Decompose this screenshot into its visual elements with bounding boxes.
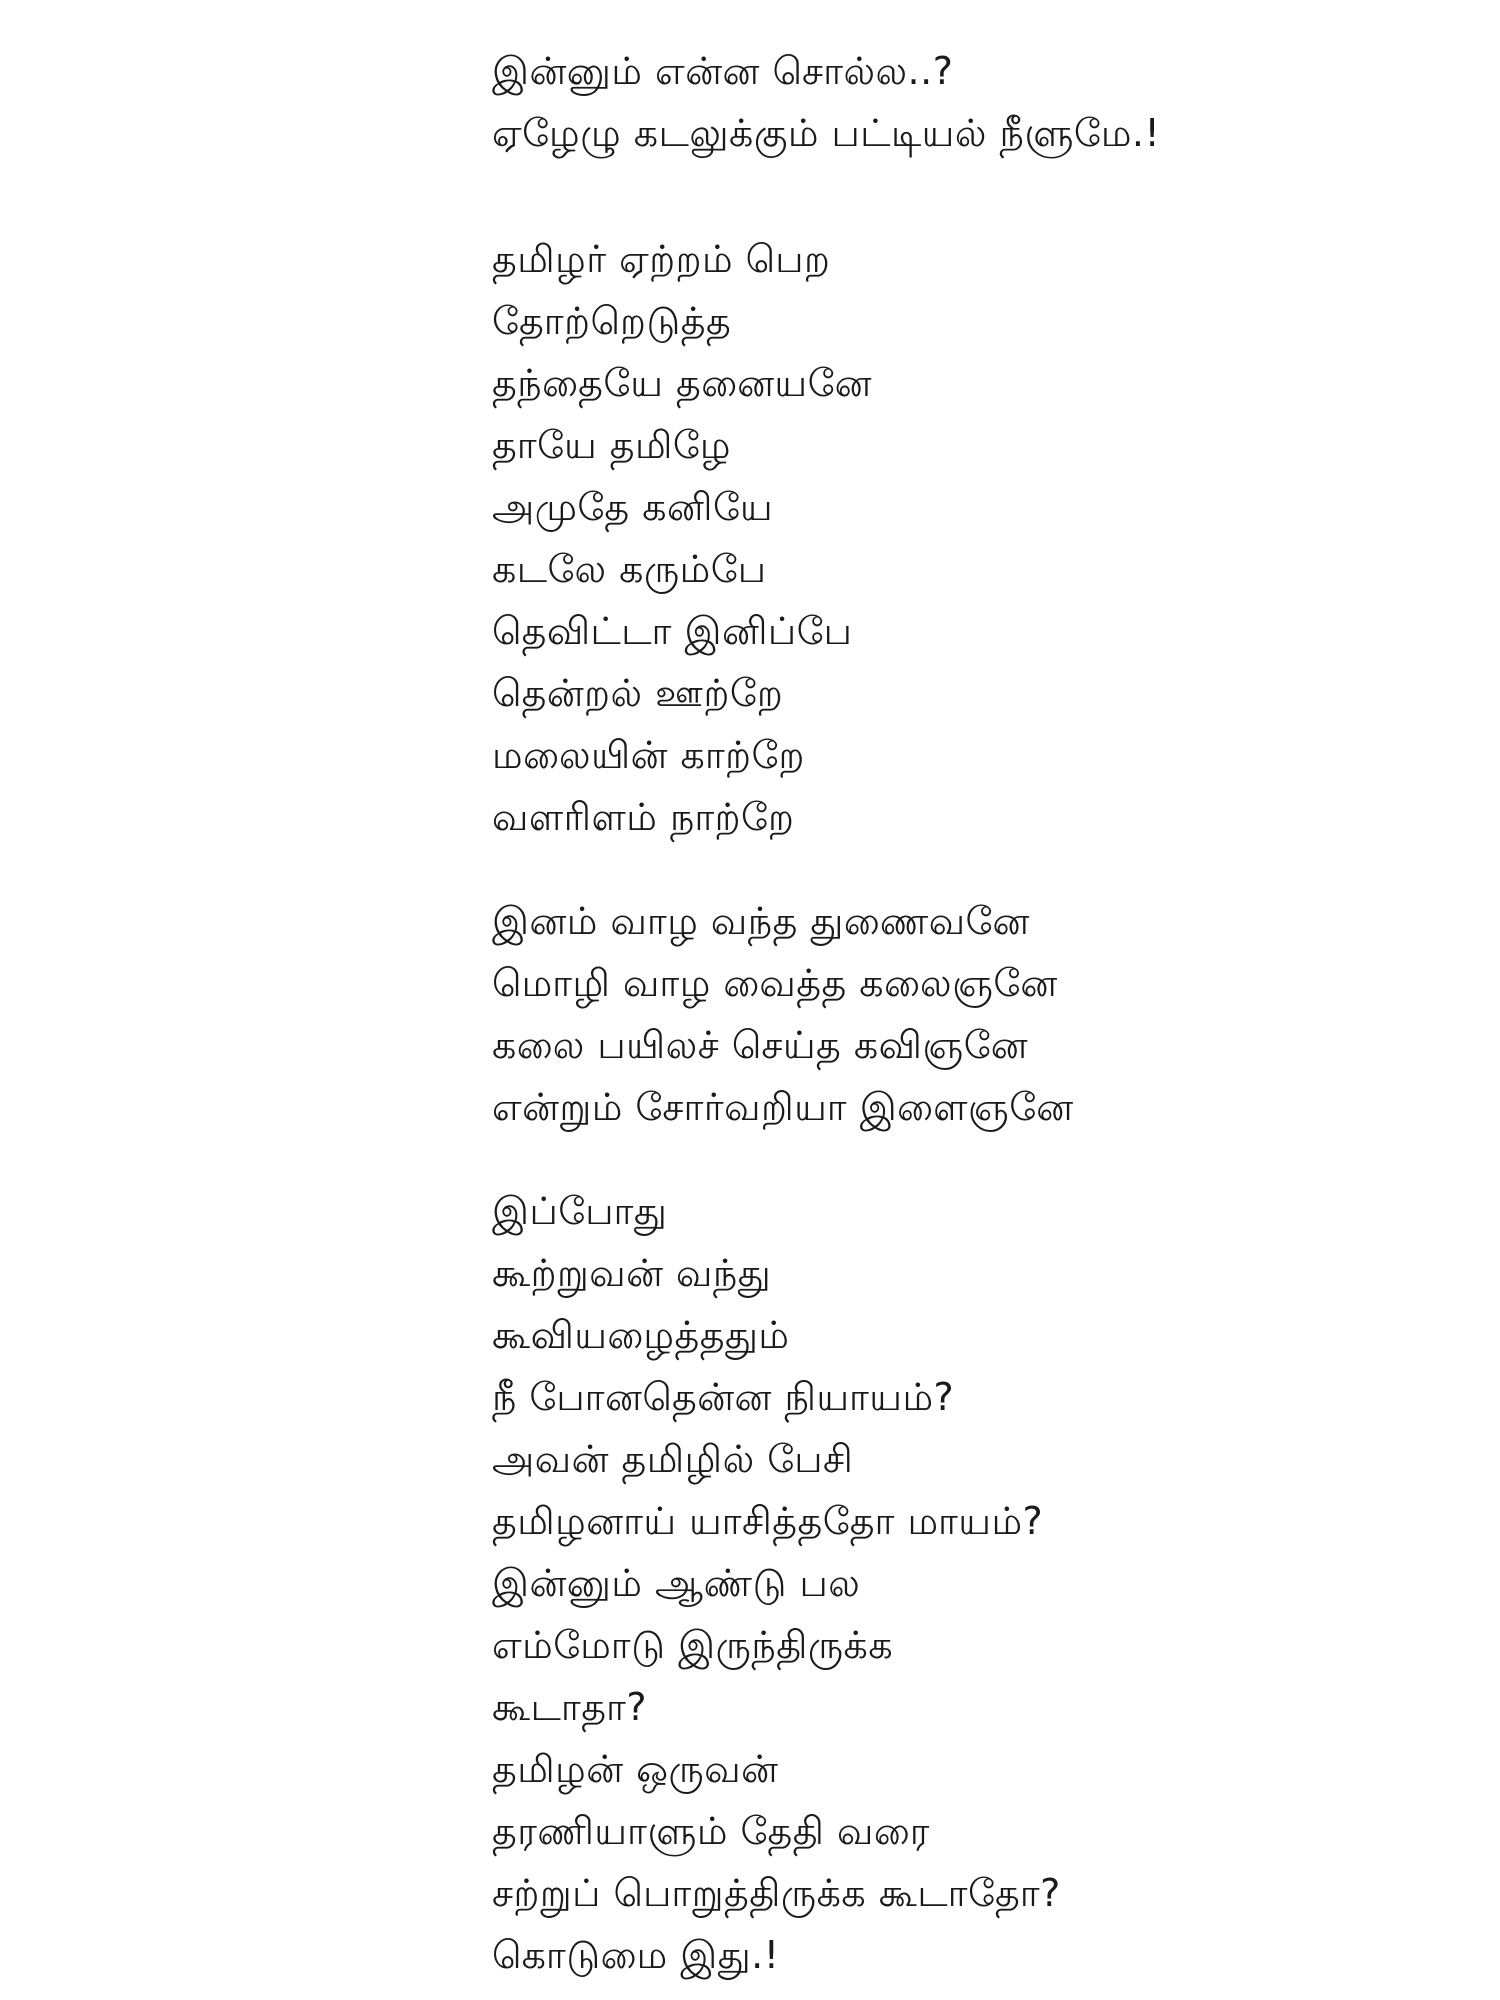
poem-line: கூற்றுவன் வந்து xyxy=(492,1251,772,1295)
stanza-1 xyxy=(492,40,1472,164)
poem-line: தெவிட்டா இனிப்பே xyxy=(492,609,853,653)
poem-line: தென்றல் ஊற்றே xyxy=(492,671,784,715)
poem-line: இன்னும் என்ன சொல்ல..? xyxy=(492,49,954,93)
poem-line: தமிழனாய் யாசித்ததோ மாயம்? xyxy=(492,1499,1044,1543)
poem-line: என்றும் சோர்வறியா இளைஞனே xyxy=(492,1085,1074,1129)
poem-line: சற்றுப் பொறுத்திருக்க கூடாதோ? xyxy=(492,1871,1061,1915)
poem-line: தாயே தமிழே xyxy=(492,423,731,467)
poem-line: நீ போனதென்ன நியாயம்? xyxy=(492,1375,955,1419)
poem-line: தமிழர் ஏற்றம் பெற xyxy=(492,237,831,281)
poem-line: ஏழேழு கடலுக்கும் பட்டியல் நீளுமே.! xyxy=(492,111,1161,155)
stanza-3 xyxy=(492,890,1472,1138)
poem-line: அவன் தமிழில் பேசி xyxy=(492,1437,854,1481)
poem-line: அமுதே கனியே xyxy=(492,485,774,529)
poem-line: மொழி வாழ வைத்த கலைஞனே xyxy=(492,961,1058,1005)
poem-line: கலை பயிலச் செய்த கவிஞனே xyxy=(492,1023,1029,1067)
poem-line: தமிழன் ஒருவன் xyxy=(492,1747,779,1791)
stanza-4 xyxy=(492,1180,1472,1986)
poem-line: இன்னும் ஆண்டு பல xyxy=(492,1561,861,1605)
stanza-2 xyxy=(492,228,1472,848)
poem-line: இப்போது xyxy=(492,1189,668,1233)
stanza-gap xyxy=(492,1138,1472,1180)
stanza-gap xyxy=(492,848,1472,890)
stanza-gap xyxy=(492,164,1472,228)
poem-line: கொடுமை இது.! xyxy=(492,1933,780,1977)
poem-line: எம்மோடு இருந்திருக்க xyxy=(492,1623,894,1667)
poem-line: வளரிளம் நாற்றே xyxy=(492,795,795,839)
poem-line: கூடாதா? xyxy=(492,1685,647,1729)
poem-line: இனம் வாழ வந்த துணைவனே xyxy=(492,899,1030,943)
poem-line: தரணியாளும் தேதி வரை xyxy=(492,1809,930,1853)
poem xyxy=(492,40,1472,1986)
poem-line: தோற்றெடுத்த xyxy=(492,299,732,343)
poem-line: கூவியழைத்ததும் xyxy=(492,1313,790,1357)
poem-line: கடலே கரும்பே xyxy=(492,547,767,591)
poem-line: மலையின் காற்றே xyxy=(492,733,805,777)
poem-line: தந்தையே தனையனே xyxy=(492,361,872,405)
